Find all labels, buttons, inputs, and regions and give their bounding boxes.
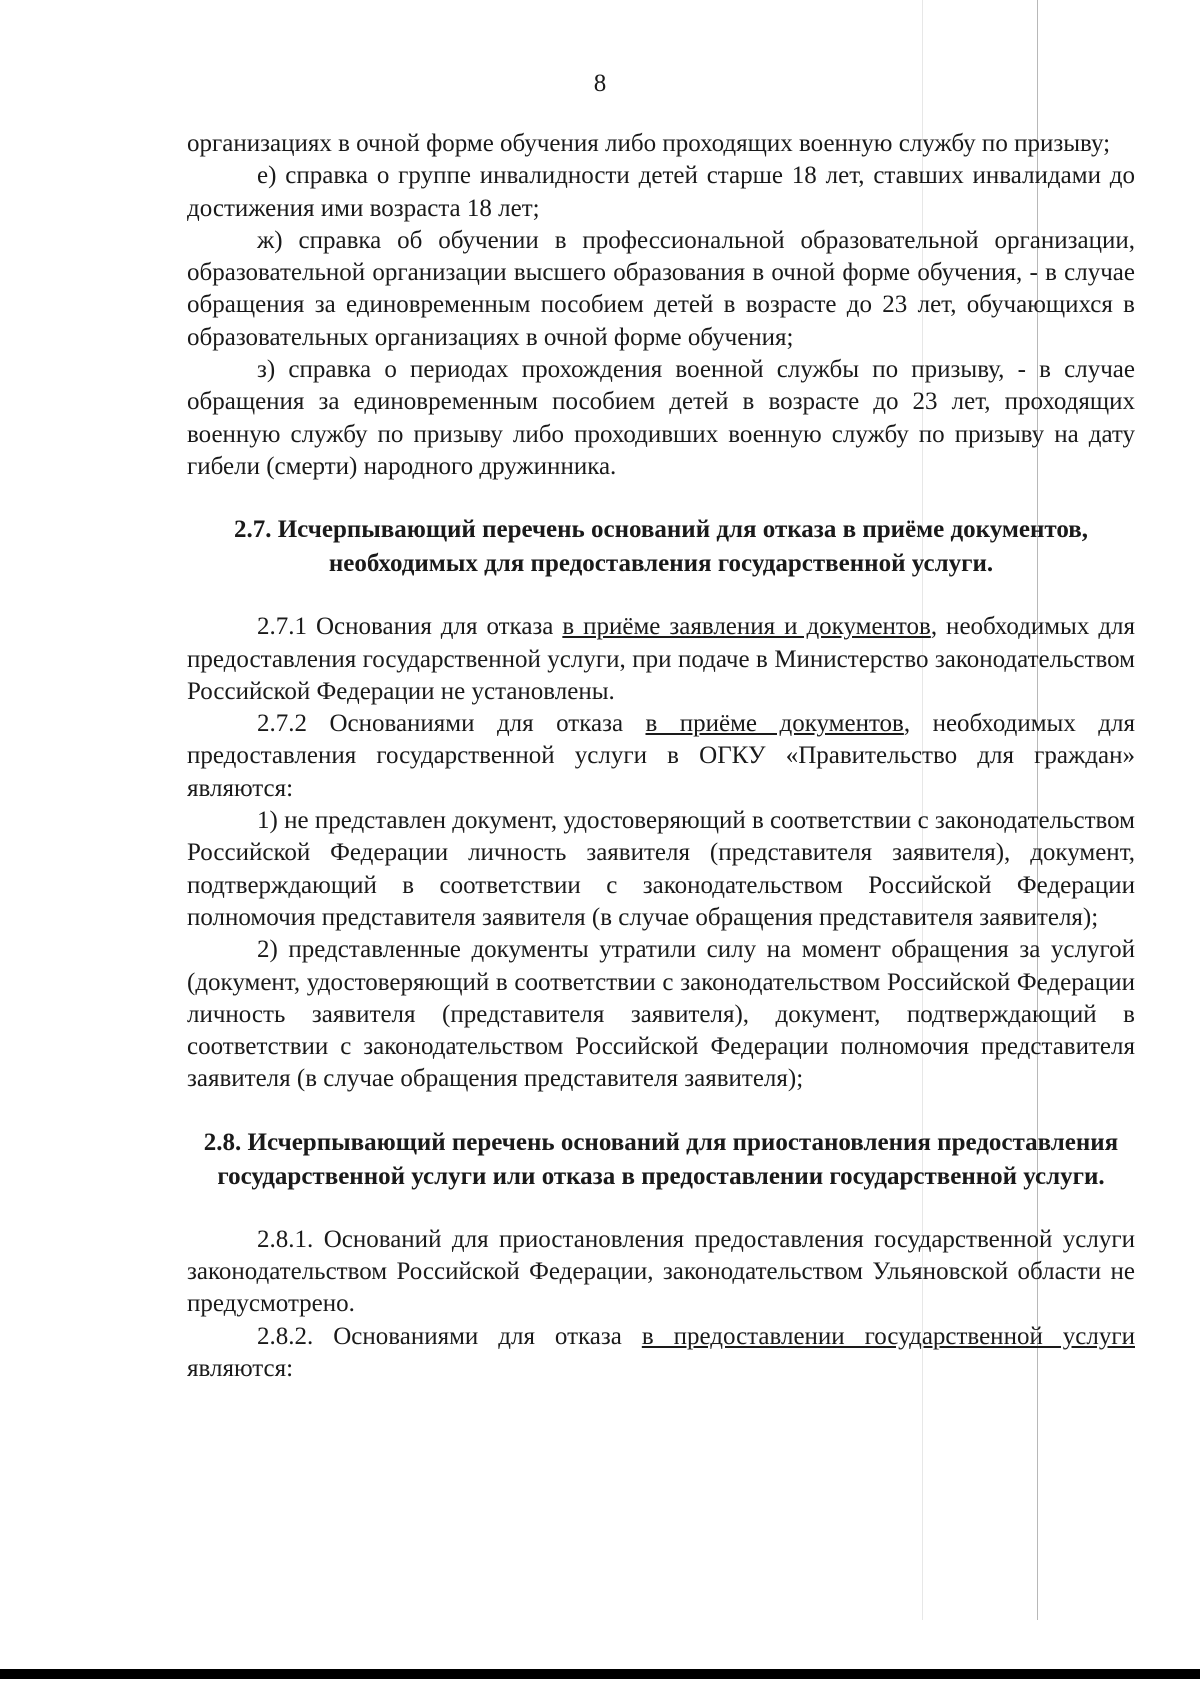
document-body bbox=[187, 128, 1135, 1385]
paragraph-2-7-1-start: 2.7.1 Основания для отказа bbox=[257, 613, 563, 641]
paragraph-2-8-1: 2.8.1. Оснований для приостановления предоставления государственной услуги законодательством Российской Федерации, законодательством Ульяновской области не предусмотрено. bbox=[187, 1225, 1135, 1318]
paragraph-2-7-2-underlined: в приёме документов bbox=[645, 710, 904, 738]
paragraph-2-8-2-start: 2.8.2. Основаниями для отказа bbox=[257, 1322, 642, 1350]
paragraph-continuation: организациях в очной форме обучения либо проходящих военную службу по призыву; bbox=[187, 130, 1111, 157]
paragraph-2-7-2-start: 2.7.2 Основаниями для отказа bbox=[257, 710, 646, 738]
paragraph-2-8-2-end: являются: bbox=[187, 1354, 294, 1382]
list-item-z: з) справка о периодах прохождения военной службы по призыву, - в случае обращения за единовременным пособием детей в возрасте до 23 лет, проходящих военную службу по призыву либо проходивших военную службу по призыву на дату гибели (смерти) народного дружинника. bbox=[187, 356, 1135, 480]
paragraph-2-8-2 bbox=[187, 1321, 1135, 1386]
paragraph-2-7-1-underlined: в приёме заявления и документов bbox=[562, 613, 931, 641]
paragraph-2-7-1-end: , необходимых для предоставления государственной услуги, при подаче в Министерство законодательством Российской Федерации не установлены. bbox=[187, 613, 1136, 705]
paragraph-2-7-1 bbox=[187, 611, 1135, 708]
section-heading-2-8: 2.8. Исчерпывающий перечень оснований для приостановления предоставления государственной услуги или отказа в предоставлении государственной услуги. bbox=[203, 1128, 1119, 1190]
page-number: 8 bbox=[593, 70, 607, 97]
paragraph-2-7-2 bbox=[187, 708, 1135, 805]
list-item-2: 2) представленные документы утратили силу на момент обращения за услугой (документ, удостоверяющий в соответствии с законодательством Российской Федерации личность заявителя (представителя заявителя), документ, подтверждающий в соответствии с законодательством Российской Федерации полномочия представителя заявителя (в случае обращения представителя заявителя); bbox=[187, 936, 1135, 1093]
paragraph-2-8-2-underlined: в предоставлении государственной услуги bbox=[641, 1322, 1135, 1350]
paragraph-2-7-2-end: , необходимых для предоставления государственной услуги в ОГКУ «Правительство для граждан» являются: bbox=[187, 710, 1135, 802]
scan-bottom-border bbox=[0, 1669, 1200, 1679]
section-heading-2-7: 2.7. Исчерпывающий перечень оснований для отказа в приёме документов, необходимых для предоставления государственной услуги. bbox=[233, 516, 1088, 578]
list-item-e: е) справка о группе инвалидности детей старше 18 лет, ставших инвалидами до достижения ими возраста 18 лет; bbox=[187, 162, 1135, 222]
list-item-1: 1) не представлен документ, удостоверяющий в соответствии с законодательством Российской Федерации личность заявителя (представителя заявителя), документ, подтверждающий в соответствии с законодательством Российской Федерации полномочия представителя заявителя (в случае обращения представителя заявителя); bbox=[187, 807, 1135, 931]
list-item-zh: ж) справка об обучении в профессиональной образовательной организации, образовательной организации высшего образования в очной форме обучения, - в случае обращения за единовременным пособием детей в возрасте до 23 лет, обучающихся в образовательных организациях в очной форме обучения; bbox=[187, 226, 1135, 351]
